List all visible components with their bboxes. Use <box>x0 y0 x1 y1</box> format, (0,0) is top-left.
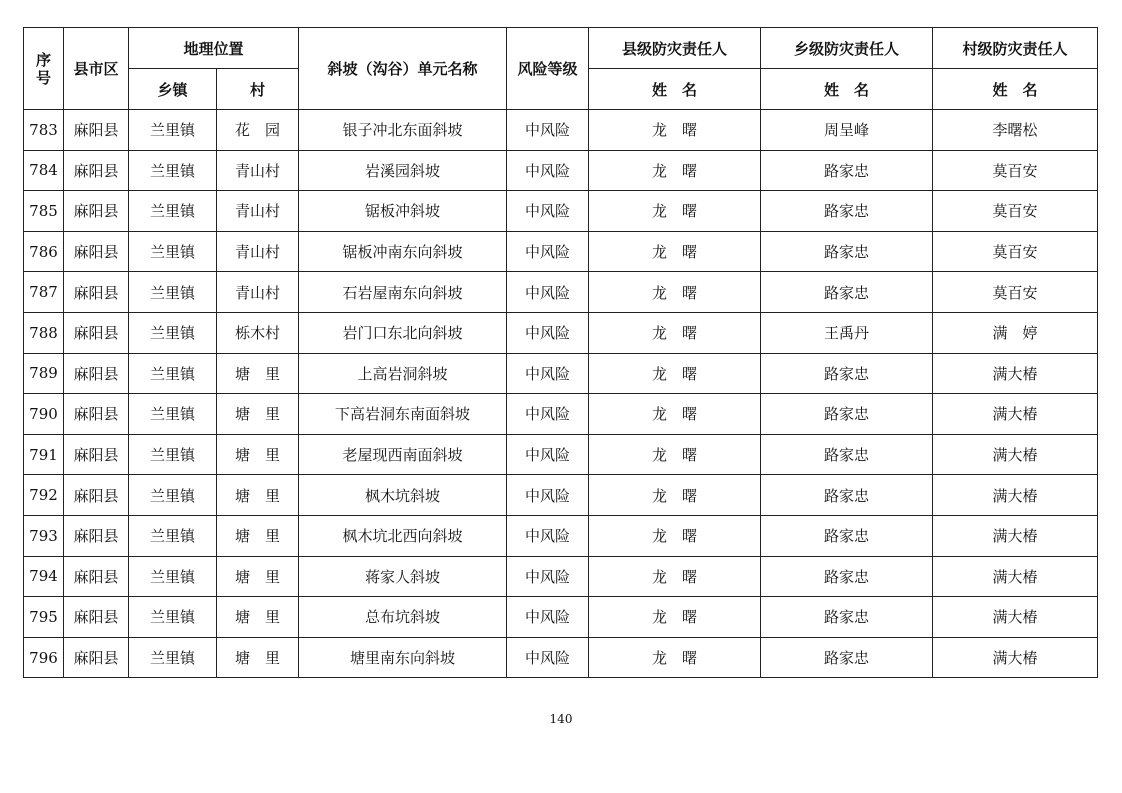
cell-village-person: 莫百安 <box>933 191 1098 232</box>
cell-county: 麻阳县 <box>64 353 129 394</box>
cell-village-person: 李曙松 <box>933 110 1098 151</box>
header-seq-line2: 号 <box>35 68 51 87</box>
table-row <box>24 110 1098 151</box>
cell-unit-name: 塘里南东向斜坡 <box>299 637 507 678</box>
header-village: 村 <box>217 69 299 110</box>
cell-unit-name: 枫木坑斜坡 <box>299 475 507 516</box>
header-seq-line1: 序 <box>35 50 51 69</box>
header-name-county: 姓 名 <box>589 69 761 110</box>
cell-village-person: 满大椿 <box>933 353 1098 394</box>
cell-seq: 785 <box>24 191 64 232</box>
table-row <box>24 272 1098 313</box>
header-township: 乡镇 <box>129 69 217 110</box>
cell-unit-name: 上高岩洞斜坡 <box>299 353 507 394</box>
table-row <box>24 394 1098 435</box>
cell-village: 青山村 <box>217 191 299 232</box>
cell-county-person: 龙 曙 <box>589 231 761 272</box>
cell-seq: 793 <box>24 515 64 556</box>
cell-town-person: 路家忠 <box>761 434 933 475</box>
table-row <box>24 637 1098 678</box>
cell-seq: 796 <box>24 637 64 678</box>
table-row <box>24 191 1098 232</box>
table-row <box>24 312 1098 353</box>
cell-risk-level: 中风险 <box>507 110 589 151</box>
table-row <box>24 231 1098 272</box>
cell-town: 兰里镇 <box>129 191 217 232</box>
cell-county-person: 龙 曙 <box>589 637 761 678</box>
cell-village: 栎木村 <box>217 312 299 353</box>
cell-risk-level: 中风险 <box>507 191 589 232</box>
header-town-person: 乡级防灾责任人 <box>761 28 933 69</box>
header-county: 县市区 <box>64 28 129 110</box>
cell-risk-level: 中风险 <box>507 312 589 353</box>
cell-village: 塘 里 <box>217 353 299 394</box>
cell-town: 兰里镇 <box>129 353 217 394</box>
cell-village-person: 满大椿 <box>933 637 1098 678</box>
risk-table <box>23 27 1098 678</box>
cell-unit-name: 岩门口东北向斜坡 <box>299 312 507 353</box>
cell-town-person: 路家忠 <box>761 231 933 272</box>
cell-risk-level: 中风险 <box>507 150 589 191</box>
header-village-person: 村级防灾责任人 <box>933 28 1098 69</box>
cell-village-person: 满大椿 <box>933 475 1098 516</box>
cell-county-person: 龙 曙 <box>589 597 761 638</box>
cell-risk-level: 中风险 <box>507 637 589 678</box>
cell-village: 青山村 <box>217 231 299 272</box>
cell-town: 兰里镇 <box>129 434 217 475</box>
cell-risk-level: 中风险 <box>507 475 589 516</box>
cell-risk-level: 中风险 <box>507 434 589 475</box>
cell-county: 麻阳县 <box>64 272 129 313</box>
cell-town-person: 路家忠 <box>761 150 933 191</box>
table-row <box>24 475 1098 516</box>
cell-risk-level: 中风险 <box>507 394 589 435</box>
cell-unit-name: 蒋家人斜坡 <box>299 556 507 597</box>
cell-town: 兰里镇 <box>129 231 217 272</box>
table-row <box>24 434 1098 475</box>
cell-county: 麻阳县 <box>64 312 129 353</box>
cell-county: 麻阳县 <box>64 515 129 556</box>
cell-risk-level: 中风险 <box>507 556 589 597</box>
cell-seq: 784 <box>24 150 64 191</box>
cell-town-person: 周呈峰 <box>761 110 933 151</box>
cell-county: 麻阳县 <box>64 475 129 516</box>
cell-town-person: 王禹丹 <box>761 312 933 353</box>
cell-town: 兰里镇 <box>129 150 217 191</box>
cell-town: 兰里镇 <box>129 110 217 151</box>
cell-unit-name: 银子冲北东面斜坡 <box>299 110 507 151</box>
cell-town-person: 路家忠 <box>761 191 933 232</box>
cell-county-person: 龙 曙 <box>589 110 761 151</box>
table-row <box>24 556 1098 597</box>
table-row <box>24 353 1098 394</box>
cell-town-person: 路家忠 <box>761 272 933 313</box>
header-county-person: 县级防灾责任人 <box>589 28 761 69</box>
cell-village-person: 满大椿 <box>933 394 1098 435</box>
header-name-village: 姓 名 <box>933 69 1098 110</box>
cell-village: 塘 里 <box>217 637 299 678</box>
header-risk-level: 风险等级 <box>507 28 589 110</box>
cell-village: 青山村 <box>217 272 299 313</box>
cell-village: 花 园 <box>217 110 299 151</box>
header-seq <box>24 28 64 110</box>
cell-town: 兰里镇 <box>129 637 217 678</box>
cell-county: 麻阳县 <box>64 556 129 597</box>
cell-town: 兰里镇 <box>129 515 217 556</box>
cell-seq: 787 <box>24 272 64 313</box>
cell-county: 麻阳县 <box>64 150 129 191</box>
table-header <box>24 28 1098 110</box>
cell-county-person: 龙 曙 <box>589 353 761 394</box>
cell-risk-level: 中风险 <box>507 353 589 394</box>
cell-town-person: 路家忠 <box>761 637 933 678</box>
cell-county: 麻阳县 <box>64 231 129 272</box>
cell-village: 塘 里 <box>217 556 299 597</box>
cell-town-person: 路家忠 <box>761 515 933 556</box>
cell-village-person: 满大椿 <box>933 434 1098 475</box>
cell-unit-name: 锯板冲南东向斜坡 <box>299 231 507 272</box>
cell-village-person: 满大椿 <box>933 556 1098 597</box>
cell-county-person: 龙 曙 <box>589 312 761 353</box>
cell-county-person: 龙 曙 <box>589 191 761 232</box>
cell-seq: 792 <box>24 475 64 516</box>
cell-unit-name: 锯板冲斜坡 <box>299 191 507 232</box>
cell-unit-name: 石岩屋南东向斜坡 <box>299 272 507 313</box>
cell-county-person: 龙 曙 <box>589 272 761 313</box>
cell-town: 兰里镇 <box>129 556 217 597</box>
cell-village: 塘 里 <box>217 515 299 556</box>
cell-seq: 786 <box>24 231 64 272</box>
cell-county: 麻阳县 <box>64 110 129 151</box>
cell-town: 兰里镇 <box>129 312 217 353</box>
cell-county-person: 龙 曙 <box>589 434 761 475</box>
cell-town: 兰里镇 <box>129 475 217 516</box>
cell-risk-level: 中风险 <box>507 515 589 556</box>
cell-village-person: 莫百安 <box>933 150 1098 191</box>
cell-town-person: 路家忠 <box>761 597 933 638</box>
cell-risk-level: 中风险 <box>507 597 589 638</box>
cell-unit-name: 老屋现西南面斜坡 <box>299 434 507 475</box>
cell-village-person: 满 婷 <box>933 312 1098 353</box>
cell-county-person: 龙 曙 <box>589 556 761 597</box>
cell-village-person: 莫百安 <box>933 231 1098 272</box>
page-number: 140 <box>549 712 573 726</box>
cell-unit-name: 总布坑斜坡 <box>299 597 507 638</box>
cell-seq: 790 <box>24 394 64 435</box>
cell-risk-level: 中风险 <box>507 231 589 272</box>
cell-seq: 794 <box>24 556 64 597</box>
cell-seq: 783 <box>24 110 64 151</box>
cell-seq: 788 <box>24 312 64 353</box>
cell-town-person: 路家忠 <box>761 353 933 394</box>
cell-county: 麻阳县 <box>64 434 129 475</box>
cell-town-person: 路家忠 <box>761 556 933 597</box>
cell-unit-name: 枫木坑北西向斜坡 <box>299 515 507 556</box>
cell-village: 塘 里 <box>217 434 299 475</box>
table-row <box>24 515 1098 556</box>
cell-seq: 795 <box>24 597 64 638</box>
cell-unit-name: 下高岩洞东南面斜坡 <box>299 394 507 435</box>
cell-county: 麻阳县 <box>64 597 129 638</box>
cell-seq: 789 <box>24 353 64 394</box>
header-unit-name: 斜坡（沟谷）单元名称 <box>299 28 507 110</box>
cell-county-person: 龙 曙 <box>589 515 761 556</box>
table-body <box>24 110 1098 678</box>
header-name-town: 姓 名 <box>761 69 933 110</box>
cell-village-person: 莫百安 <box>933 272 1098 313</box>
cell-county-person: 龙 曙 <box>589 150 761 191</box>
cell-town-person: 路家忠 <box>761 475 933 516</box>
cell-county: 麻阳县 <box>64 191 129 232</box>
cell-village: 青山村 <box>217 150 299 191</box>
table-row <box>24 150 1098 191</box>
cell-village: 塘 里 <box>217 475 299 516</box>
cell-town-person: 路家忠 <box>761 394 933 435</box>
cell-county-person: 龙 曙 <box>589 475 761 516</box>
cell-unit-name: 岩溪园斜坡 <box>299 150 507 191</box>
cell-town: 兰里镇 <box>129 597 217 638</box>
cell-village: 塘 里 <box>217 394 299 435</box>
header-geo: 地理位置 <box>129 28 299 69</box>
cell-town: 兰里镇 <box>129 394 217 435</box>
cell-county: 麻阳县 <box>64 637 129 678</box>
cell-village-person: 满大椿 <box>933 515 1098 556</box>
cell-village: 塘 里 <box>217 597 299 638</box>
cell-village-person: 满大椿 <box>933 597 1098 638</box>
cell-seq: 791 <box>24 434 64 475</box>
cell-county-person: 龙 曙 <box>589 394 761 435</box>
cell-county: 麻阳县 <box>64 394 129 435</box>
table-row <box>24 597 1098 638</box>
cell-town: 兰里镇 <box>129 272 217 313</box>
cell-risk-level: 中风险 <box>507 272 589 313</box>
